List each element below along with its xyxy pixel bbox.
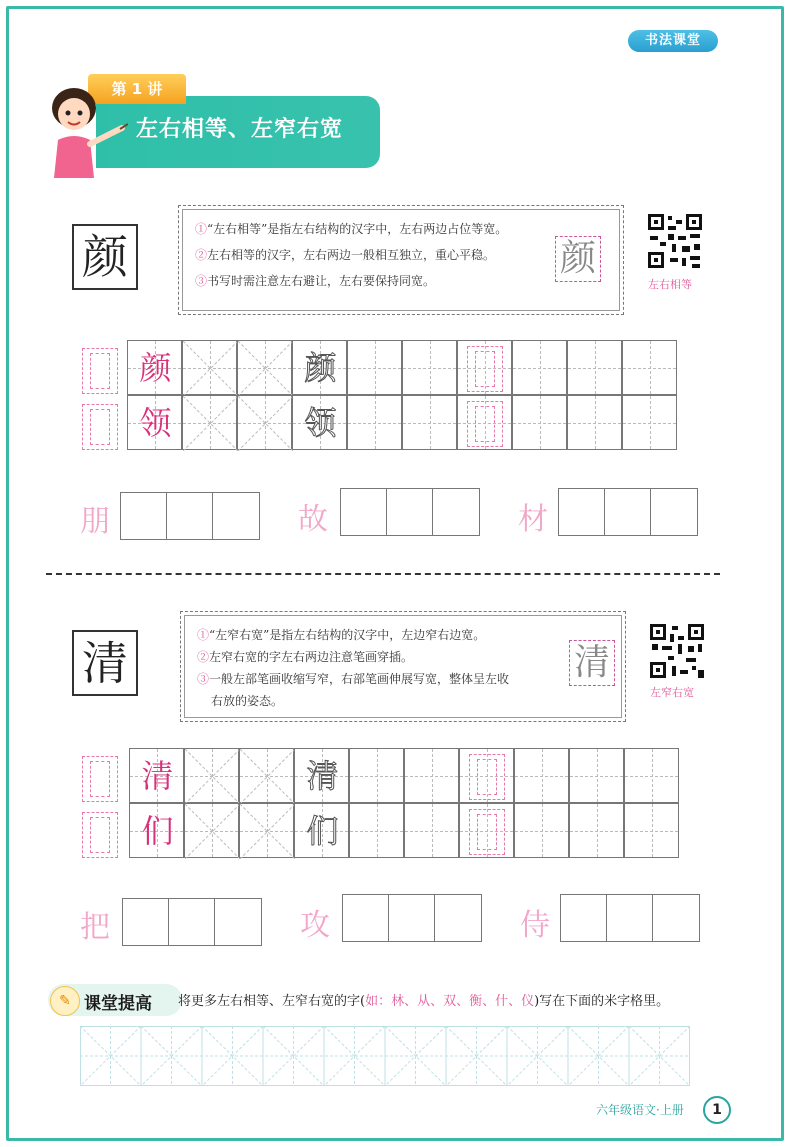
grid-cell[interactable]	[402, 395, 457, 450]
grid-cell: 颜	[292, 340, 347, 395]
practice-grid-1	[127, 340, 679, 452]
grid-cell[interactable]	[622, 340, 677, 395]
pencil-icon: ✎	[50, 986, 80, 1016]
qr-code-icon[interactable]	[646, 212, 704, 270]
grid-cell: 领	[127, 395, 182, 450]
practice-character: 把	[80, 910, 110, 945]
qr-caption: 左窄右宽	[650, 686, 694, 699]
grid-cell[interactable]	[347, 340, 402, 395]
grid-cell[interactable]	[457, 395, 512, 450]
practice-character: 故	[298, 502, 328, 537]
grid-cell[interactable]	[239, 748, 294, 803]
practice-boxes[interactable]	[340, 488, 480, 536]
practice-boxes[interactable]	[558, 488, 698, 536]
grid-cell: 清	[129, 748, 184, 803]
grid-cell[interactable]	[569, 748, 624, 803]
grid-cell[interactable]	[512, 395, 567, 450]
qr-code-icon[interactable]	[648, 622, 706, 680]
grid-cell: 清	[294, 748, 349, 803]
note-line: ③一般左部笔画收缩写窄，右部笔画伸展写宽，整体呈左收	[197, 672, 510, 686]
note-line: ②左右相等的汉字，左右两边一般相互独立，重心平稳。	[195, 248, 496, 262]
mizige-practice-strip[interactable]	[80, 1026, 690, 1086]
improve-label: 课堂提高	[84, 994, 152, 1014]
note-line: ②左窄右宽的字左右两边注意笔画穿插。	[197, 650, 414, 664]
grid-cell[interactable]	[402, 340, 457, 395]
qr-caption: 左右相等	[648, 278, 692, 291]
practice-boxes[interactable]	[560, 894, 700, 942]
section-badge: 书法课堂	[628, 30, 718, 52]
grid-cell[interactable]	[567, 340, 622, 395]
narrow-guide-box	[82, 404, 118, 450]
grid-cell[interactable]	[347, 395, 402, 450]
grid-cell[interactable]	[514, 748, 569, 803]
instruction-box-2	[180, 611, 626, 722]
narrow-guide-box	[82, 812, 118, 858]
note-line: ③书写时需注意左右避让，左右要保持同宽。	[195, 274, 436, 288]
grid-cell[interactable]	[237, 340, 292, 395]
grid-cell[interactable]	[182, 395, 237, 450]
grid-cell: 们	[129, 803, 184, 858]
narrow-guide-box	[82, 348, 118, 394]
practice-character: 攻	[300, 908, 330, 943]
lesson-title: 左右相等、左窄右宽	[136, 117, 344, 142]
grid-cell[interactable]	[182, 340, 237, 395]
grid-cell[interactable]	[514, 803, 569, 858]
note-line: ①“左右相等”是指左右结构的汉字中，左右两边占位等宽。	[195, 222, 508, 236]
note-line: 右放的姿态。	[211, 694, 284, 708]
improve-instruction: 将更多左右相等、左窄右宽的字(如：林、从、双、衡、什、仪)写在下面的米字格里。	[178, 994, 670, 1009]
practice-boxes[interactable]	[342, 894, 482, 942]
lesson-number: 第 1 讲	[88, 74, 186, 104]
grid-cell[interactable]	[459, 748, 514, 803]
grid-cell[interactable]	[349, 748, 404, 803]
grid-cell[interactable]	[184, 748, 239, 803]
section-divider	[46, 573, 720, 575]
grid-cell[interactable]	[512, 340, 567, 395]
grid-cell[interactable]	[624, 748, 679, 803]
note-line: ①“左窄右宽”是指左右结构的汉字中，左边窄右边宽。	[197, 628, 486, 642]
page-number: 1	[703, 1096, 731, 1124]
grid-cell[interactable]	[349, 803, 404, 858]
instruction-box-1	[178, 205, 624, 315]
practice-character: 朋	[80, 504, 110, 539]
practice-character: 侍	[520, 908, 550, 943]
teacher-illustration	[36, 78, 128, 178]
grid-cell: 领	[292, 395, 347, 450]
grid-cell[interactable]	[237, 395, 292, 450]
practice-character: 材	[518, 502, 548, 537]
grid-cell[interactable]	[184, 803, 239, 858]
grid-cell[interactable]	[239, 803, 294, 858]
narrow-guide-box	[82, 756, 118, 802]
sample-character: 颜	[555, 236, 601, 282]
model-character-2: 清	[72, 630, 138, 696]
model-character-1: 颜	[72, 224, 138, 290]
practice-boxes[interactable]	[122, 898, 262, 946]
grid-cell[interactable]	[622, 395, 677, 450]
practice-boxes[interactable]	[120, 492, 260, 540]
grid-cell[interactable]	[459, 803, 514, 858]
grid-cell[interactable]	[567, 395, 622, 450]
grid-cell[interactable]	[404, 803, 459, 858]
book-title: 六年级语文·上册	[596, 1103, 684, 1117]
grid-cell[interactable]	[569, 803, 624, 858]
practice-grid-2	[129, 748, 681, 860]
sample-character: 清	[569, 640, 615, 686]
grid-cell: 们	[294, 803, 349, 858]
grid-cell[interactable]	[404, 748, 459, 803]
grid-cell[interactable]	[457, 340, 512, 395]
grid-cell[interactable]	[624, 803, 679, 858]
grid-cell: 颜	[127, 340, 182, 395]
